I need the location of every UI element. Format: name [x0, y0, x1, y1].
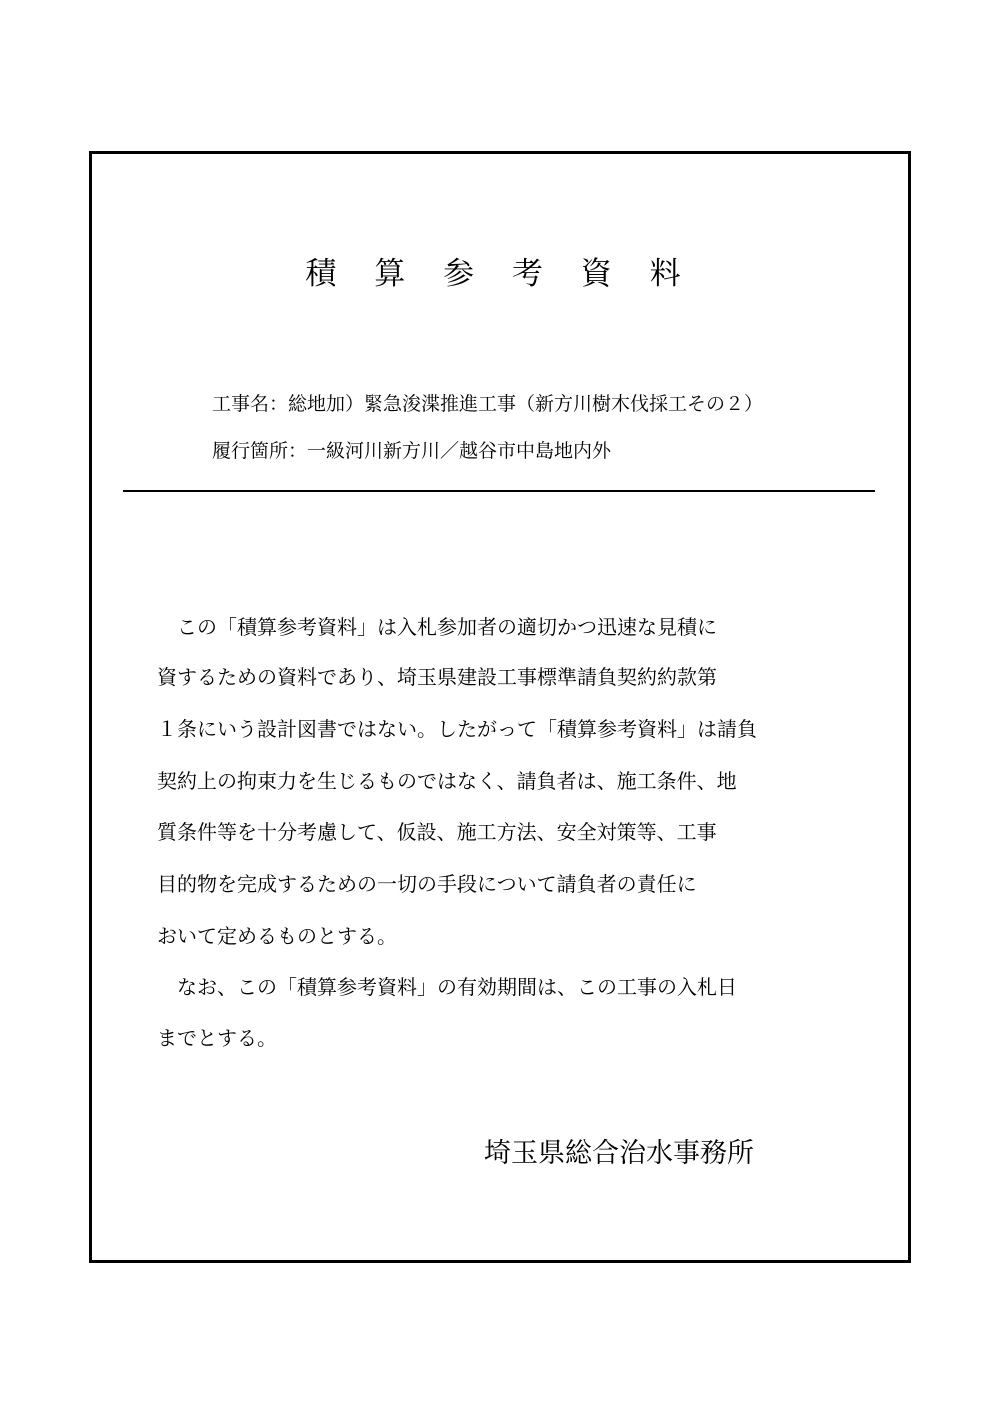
body-line-8: なお、この「積算参考資料」の有効期間は、この工事の入札日: [157, 975, 737, 999]
body-line-9: までとする。: [157, 1026, 277, 1050]
divider-line: [123, 490, 875, 492]
body-line-7: おいて定めるものとする。: [157, 924, 397, 948]
location-line: 履行箇所：一級河川新方川／越谷市中島地内外: [212, 440, 612, 462]
issuer-signature: 埼玉県総合治水事務所: [484, 1138, 754, 1169]
body-line-5: 質条件等を十分考慮して、仮設、施工方法、安全対策等、工事: [157, 820, 717, 844]
body-line-3: １条にいう設計図書ではない。したがって「積算参考資料」は請負: [157, 717, 757, 741]
body-line-1: この「積算参考資料」は入札参加者の適切かつ迅速な見積に: [157, 615, 717, 639]
document-frame: [89, 151, 911, 1263]
body-line-2: 資するための資料であり、埼玉県建設工事標準請負契約約款第: [157, 665, 717, 689]
body-line-4: 契約上の拘束力を生じるものではなく、請負者は、施工条件、地: [157, 769, 737, 793]
document-title: 積 算 参 考 資 料: [305, 256, 695, 292]
work-name-line: 工事名：総地加）緊急浚渫推進工事（新方川樹木伐採工その２）: [212, 393, 764, 415]
body-line-6: 目的物を完成するための一切の手段について請負者の責任に: [157, 872, 697, 896]
